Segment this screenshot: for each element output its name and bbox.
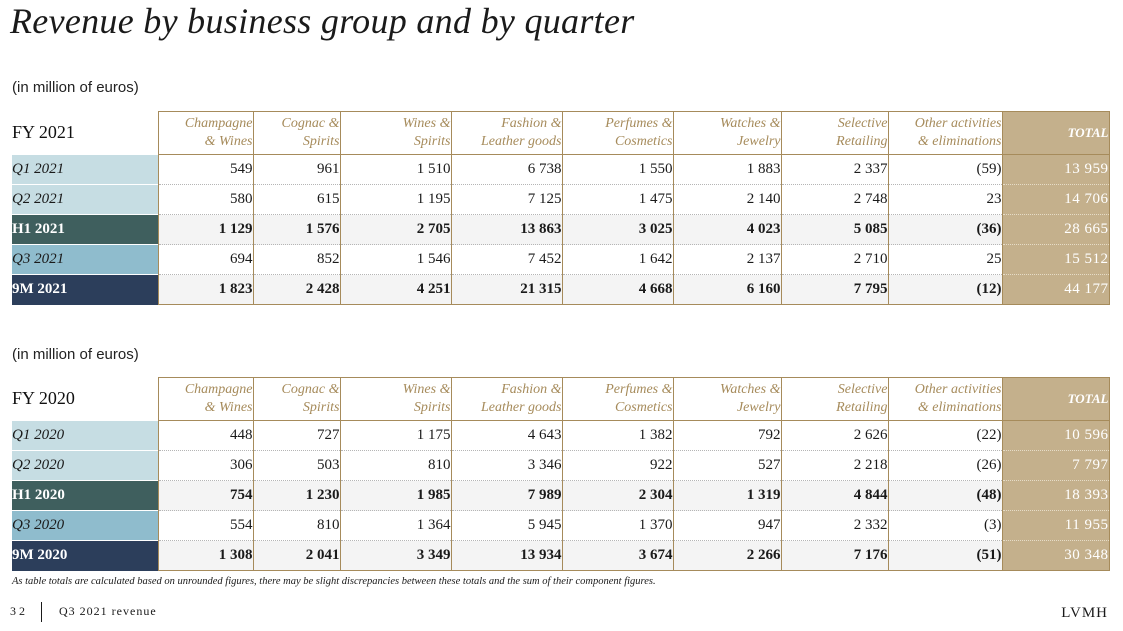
total-header: TOTAL: [1002, 378, 1109, 421]
column-header-line2: & eliminations: [917, 134, 1002, 149]
table-cell: 21 315: [451, 275, 562, 305]
column-header-line1: Champagne: [184, 382, 253, 397]
table-cell: 1 883: [673, 155, 781, 185]
table-cell: 2 626: [781, 421, 888, 451]
brand-logo: LVMH: [1061, 605, 1108, 621]
column-header-line1: Fashion &: [501, 382, 562, 397]
table-row: [12, 155, 1109, 185]
table-cell: 1 129: [158, 215, 253, 245]
table-cell: 527: [673, 451, 781, 481]
column-header-line1: Wines &: [402, 382, 451, 397]
column-header-line1: Selective: [837, 116, 888, 131]
column-header: [673, 378, 781, 421]
column-header: [340, 378, 451, 421]
column-header-line1: Perfumes &: [605, 116, 673, 131]
table-cell: 580: [158, 185, 253, 215]
table-cell: 6 738: [451, 155, 562, 185]
column-header: [888, 378, 1002, 421]
table-cell: (51): [888, 541, 1002, 571]
column-header-line2: Leather goods: [481, 400, 562, 415]
table-cell: 754: [158, 481, 253, 511]
table-cell: 503: [253, 451, 340, 481]
table-cell: 4 643: [451, 421, 562, 451]
revenue-table-2021: [12, 111, 1110, 305]
table-cell: 5 945: [451, 511, 562, 541]
table-cell: 1 230: [253, 481, 340, 511]
table-row: [12, 275, 1109, 305]
table-cell: 694: [158, 245, 253, 275]
table-cell: 2 140: [673, 185, 781, 215]
table-cell: 1 308: [158, 541, 253, 571]
table-cell: 810: [253, 511, 340, 541]
footer-label: Q3 2021 revenue: [59, 604, 157, 618]
table-cell: 947: [673, 511, 781, 541]
table-row: [12, 185, 1109, 215]
table-cell: 3 025: [562, 215, 673, 245]
table-cell: 1 382: [562, 421, 673, 451]
table-cell: 2 041: [253, 541, 340, 571]
column-header-line2: Leather goods: [481, 134, 562, 149]
table-cell: (22): [888, 421, 1002, 451]
total-cell: 11 955: [1002, 511, 1109, 541]
column-header: [158, 378, 253, 421]
total-cell: 18 393: [1002, 481, 1109, 511]
table-cell: 615: [253, 185, 340, 215]
table-cell: 4 668: [562, 275, 673, 305]
row-label: Q1 2020: [12, 421, 158, 451]
table-cell: 7 452: [451, 245, 562, 275]
table-cell: (26): [888, 451, 1002, 481]
total-cell: 14 706: [1002, 185, 1109, 215]
row-label: Q2 2020: [12, 451, 158, 481]
table-cell: 554: [158, 511, 253, 541]
table-cell: 922: [562, 451, 673, 481]
row-label: Q3 2020: [12, 511, 158, 541]
table-cell: 1 823: [158, 275, 253, 305]
column-header-line2: Spirits: [413, 400, 451, 415]
column-header-line2: & Wines: [204, 400, 253, 415]
row-label: 9M 2020: [12, 541, 158, 571]
column-header-line2: Retailing: [836, 400, 888, 415]
table-cell: 4 844: [781, 481, 888, 511]
table-cell: (3): [888, 511, 1002, 541]
column-header: [562, 112, 673, 155]
table-row: [12, 451, 1109, 481]
table-row: [12, 245, 1109, 275]
column-header-line2: Spirits: [413, 134, 451, 149]
table-cell: 3 674: [562, 541, 673, 571]
table-cell: 1 546: [340, 245, 451, 275]
table-row: [12, 541, 1109, 571]
table-cell: 306: [158, 451, 253, 481]
table-cell: 1 175: [340, 421, 451, 451]
column-header: [253, 378, 340, 421]
row-label: Q3 2021: [12, 245, 158, 275]
table-cell: 6 160: [673, 275, 781, 305]
table-cell: 2 337: [781, 155, 888, 185]
column-header-line1: Cognac &: [281, 116, 340, 131]
table-cell: 7 176: [781, 541, 888, 571]
column-header-line1: Watches &: [719, 116, 781, 131]
column-header: [781, 378, 888, 421]
table-row: [12, 511, 1109, 541]
column-header-line1: Other activities: [914, 382, 1002, 397]
table-cell: 2 428: [253, 275, 340, 305]
column-header: [673, 112, 781, 155]
column-header: [562, 378, 673, 421]
column-header-line1: Champagne: [184, 116, 253, 131]
table-cell: 4 251: [340, 275, 451, 305]
fiscal-year-label: FY 2020: [12, 388, 75, 409]
column-header: [340, 112, 451, 155]
column-header: [158, 112, 253, 155]
table-cell: 7 795: [781, 275, 888, 305]
footer-divider: [41, 602, 42, 622]
table-cell: 2 710: [781, 245, 888, 275]
table-cell: 727: [253, 421, 340, 451]
column-header-line1: Wines &: [402, 116, 451, 131]
table-cell: 852: [253, 245, 340, 275]
table-cell: 4 023: [673, 215, 781, 245]
table-cell: 2 266: [673, 541, 781, 571]
column-header-line2: Retailing: [836, 134, 888, 149]
table-cell: 7 989: [451, 481, 562, 511]
table-cell: (59): [888, 155, 1002, 185]
table-cell: (36): [888, 215, 1002, 245]
table-cell: 1 576: [253, 215, 340, 245]
total-cell: 7 797: [1002, 451, 1109, 481]
table-cell: 1 195: [340, 185, 451, 215]
table-row: [12, 215, 1109, 245]
total-cell: 28 665: [1002, 215, 1109, 245]
table-row: [12, 421, 1109, 451]
row-label: Q2 2021: [12, 185, 158, 215]
table-cell: 3 349: [340, 541, 451, 571]
unit-label-2021: (in million of euros): [12, 79, 139, 96]
table-cell: 1 364: [340, 511, 451, 541]
table-cell: 448: [158, 421, 253, 451]
revenue-table-2020: [12, 377, 1110, 571]
column-header-line2: Cosmetics: [614, 134, 673, 149]
table-cell: 1 370: [562, 511, 673, 541]
table-cell: 2 304: [562, 481, 673, 511]
header-row: [12, 378, 1109, 421]
total-cell: 13 959: [1002, 155, 1109, 185]
table-cell: 2 748: [781, 185, 888, 215]
column-header: [781, 112, 888, 155]
column-header-line2: & Wines: [204, 134, 253, 149]
table-cell: 3 346: [451, 451, 562, 481]
table-row: [12, 481, 1109, 511]
column-header-line2: Cosmetics: [614, 400, 673, 415]
unit-label-2020: (in million of euros): [12, 346, 139, 363]
column-header: [451, 378, 562, 421]
table-cell: 792: [673, 421, 781, 451]
column-header-line2: Spirits: [302, 134, 340, 149]
table-cell: 1 475: [562, 185, 673, 215]
table-cell: 13 863: [451, 215, 562, 245]
table-cell: 7 125: [451, 185, 562, 215]
table-cell: 1 319: [673, 481, 781, 511]
total-header: TOTAL: [1002, 112, 1109, 155]
column-header: [253, 112, 340, 155]
table-cell: 25: [888, 245, 1002, 275]
column-header-line2: Spirits: [302, 400, 340, 415]
row-label: H1 2021: [12, 215, 158, 245]
table-cell: 1 510: [340, 155, 451, 185]
table-cell: 1 985: [340, 481, 451, 511]
row-label: 9M 2021: [12, 275, 158, 305]
table-cell: 961: [253, 155, 340, 185]
table-cell: 23: [888, 185, 1002, 215]
column-header-line1: Cognac &: [281, 382, 340, 397]
column-header-line2: & eliminations: [917, 400, 1002, 415]
page-title: Revenue by business group and by quarter: [10, 1, 635, 41]
column-header-line1: Perfumes &: [605, 382, 673, 397]
table-cell: 2 332: [781, 511, 888, 541]
table-cell: 810: [340, 451, 451, 481]
table-cell: (12): [888, 275, 1002, 305]
column-header-line1: Fashion &: [501, 116, 562, 131]
table-cell: 2 218: [781, 451, 888, 481]
row-label: H1 2020: [12, 481, 158, 511]
column-header: [888, 112, 1002, 155]
table-cell: 5 085: [781, 215, 888, 245]
header-row: [12, 112, 1109, 155]
column-header: [451, 112, 562, 155]
table-cell: 13 934: [451, 541, 562, 571]
table-cell: 2 705: [340, 215, 451, 245]
total-cell: 44 177: [1002, 275, 1109, 305]
page-number: 32: [10, 604, 28, 618]
column-header-line2: Jewelry: [736, 400, 781, 415]
total-cell: 10 596: [1002, 421, 1109, 451]
fiscal-year-label: FY 2021: [12, 122, 75, 143]
column-header-line1: Watches &: [719, 382, 781, 397]
total-cell: 15 512: [1002, 245, 1109, 275]
table-cell: 1 550: [562, 155, 673, 185]
column-header-line1: Other activities: [914, 116, 1002, 131]
column-header-line2: Jewelry: [736, 134, 781, 149]
table-cell: 2 137: [673, 245, 781, 275]
total-cell: 30 348: [1002, 541, 1109, 571]
table-cell: (48): [888, 481, 1002, 511]
table-cell: 1 642: [562, 245, 673, 275]
table-cell: 549: [158, 155, 253, 185]
footnote: As table totals are calculated based on unrounded figures, there may be slight discrepancies between these totals and the sum of their component figures.: [12, 576, 656, 587]
column-header-line1: Selective: [837, 382, 888, 397]
row-label: Q1 2021: [12, 155, 158, 185]
